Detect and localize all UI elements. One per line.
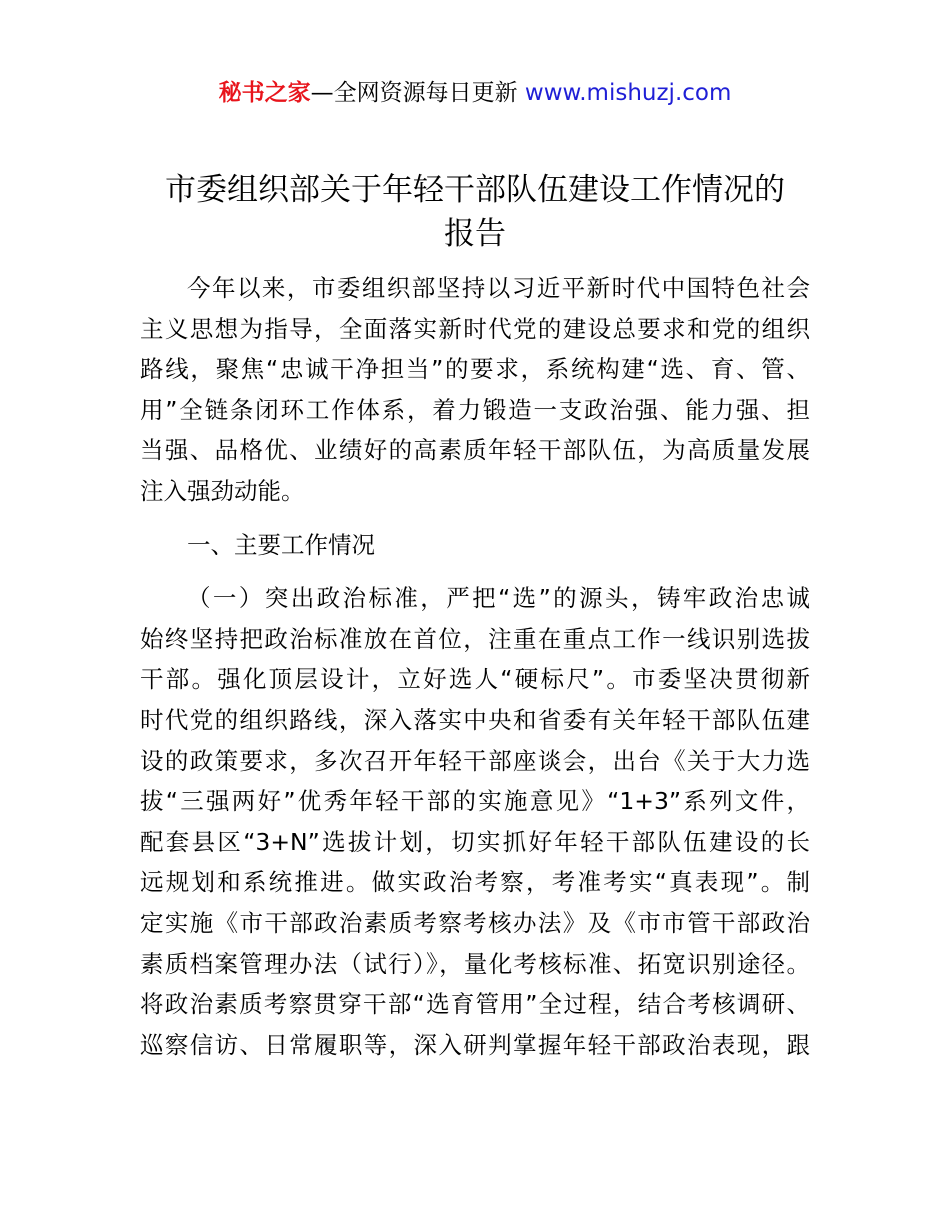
intro-paragraph <box>140 268 810 512</box>
paragraph-line: 拔“三强两好”优秀年轻干部的实施意见》“1+3”系列文件， <box>140 787 810 816</box>
paragraph-line: 用”全链条闭环工作体系，着力锻造一支政治强、能力强、担 <box>140 395 810 424</box>
site-header <box>0 76 950 110</box>
document-title <box>140 168 810 256</box>
paragraph-line: 干部。强化顶层设计，立好选人“硬标尺”。市委坚决贯彻新 <box>140 665 810 694</box>
paragraph-line: 路线，聚焦“忠诚干净担当”的要求，系统构建“选、育、管、 <box>140 355 810 384</box>
paragraph-line: 主义思想为指导，全面落实新时代党的建设总要求和党的组织 <box>140 314 810 343</box>
site-tagline: —全网资源每日更新 <box>310 80 518 106</box>
document-body <box>140 268 810 1078</box>
paragraph-line: 时代党的组织路线，深入落实中央和省委有关年轻干部队伍建 <box>140 705 810 734</box>
site-brand: 秘书之家 <box>218 80 311 106</box>
section-heading-text: 一、主要工作情况 <box>187 530 375 559</box>
paragraph-line: 设的政策要求，多次召开年轻干部座谈会，出台《关于大力选 <box>140 746 810 775</box>
paragraph-line: 始终坚持把政治标准放在首位，注重在重点工作一线识别选拔 <box>140 624 810 653</box>
title-line: 市委组织部关于年轻干部队伍建设工作情况的 <box>165 172 785 208</box>
section-heading <box>140 525 810 566</box>
paragraph-line: 将政治素质考察贯穿干部“选育管用”全过程，结合考核调研、 <box>140 990 810 1019</box>
paragraph-line: （一）突出政治标准，严把“选”的源头，铸牢政治忠诚 <box>187 584 810 613</box>
paragraph-line: 今年以来，市委组织部坚持以习近平新时代中国特色社会 <box>187 274 810 302</box>
title-line: 报告 <box>444 216 506 252</box>
site-url-link[interactable]: www.mishuzj.com <box>524 80 732 106</box>
paragraph-line: 巡察信访、日常履职等，深入研判掌握年轻干部政治表现，跟 <box>140 1030 810 1059</box>
section-1-paragraph <box>140 578 810 1065</box>
paragraph-line: 配套县区“3+N”选拔计划，切实抓好年轻干部队伍建设的长 <box>140 827 810 856</box>
paragraph-line: 定实施《市干部政治素质考察考核办法》及《市市管干部政治 <box>140 908 810 937</box>
paragraph-line: 素质档案管理办法（试行）》，量化考核标准、拓宽识别途径。 <box>140 949 810 978</box>
paragraph-line: 注入强劲动能。 <box>140 476 305 505</box>
paragraph-line: 远规划和系统推进。做实政治考察，考准考实“真表现”。制 <box>140 868 810 897</box>
paragraph-line: 当强、品格优、业绩好的高素质年轻干部队伍，为高质量发展 <box>140 436 810 465</box>
